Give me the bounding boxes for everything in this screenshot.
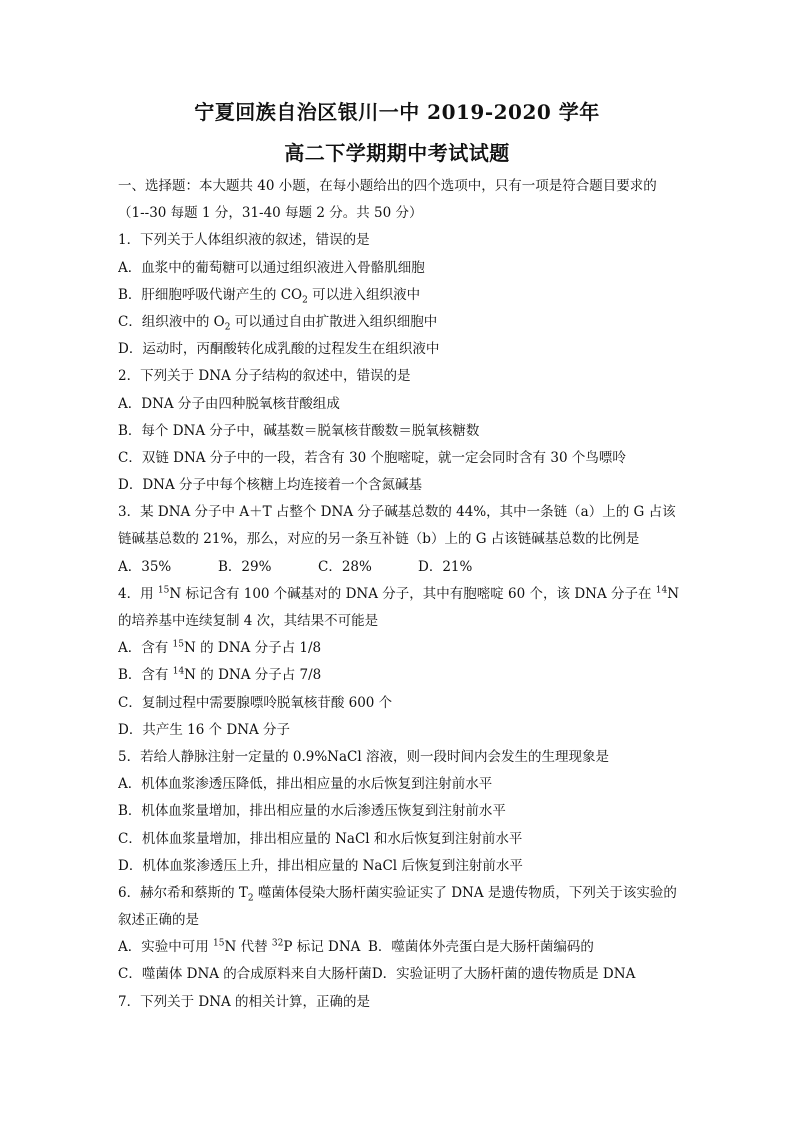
q1-option-a: A．血浆中的葡萄糖可以通过组织液进入骨骼肌细胞 [118, 259, 425, 276]
q3-stem-line1: 3．某 DNA 分子中 A＋T 占整个 DNA 分子碱基总数的 44%，其中一条链（a）上的 G 占该 [118, 504, 676, 521]
q4-stem-superscript-1: 15 [157, 585, 170, 596]
exam-subtitle: 高二下学期期中考试试题 [284, 141, 510, 165]
q6-option-c: C．噬菌体 DNA 的合成原料来自大肠杆菌 [118, 966, 372, 983]
q1-c-text-pre: C．组织液中的 O [118, 313, 225, 330]
exam-content [118, 173, 683, 1016]
q1-b-text-post: 可以进入组织液中 [307, 286, 421, 303]
q4-option-c: C．复制过程中需要腺嘌呤脱氧核苷酸 600 个 [118, 694, 393, 711]
q4-b-text-pre: B．含有 [118, 667, 173, 684]
q1-option-d: D．运动时，丙酮酸转化成乳酸的过程发生在组织液中 [118, 341, 440, 358]
q6-option-b: B．噬菌体外壳蛋白是大肠杆菌编码的 [368, 939, 594, 956]
q6-a-text-mid: N 代替 [224, 939, 272, 956]
q2-option-d: D．DNA 分子中每个核糖上均连接着一个含氮碱基 [118, 477, 422, 494]
q1-stem: 1．下列关于人体组织液的叙述，错误的是 [118, 232, 370, 249]
q1-b-subscript: 2 [302, 295, 308, 306]
q2-stem: 2．下列关于 DNA 分子结构的叙述中，错误的是 [118, 368, 411, 385]
q6-stem-line2: 叙述正确的是 [118, 912, 199, 929]
q6-a-superscript-2: 32 [271, 938, 284, 949]
q2-option-b: B．每个 DNA 分子中，碱基数＝脱氧核苷酸数＝脱氧核糖数 [118, 422, 480, 439]
q6-stem-subscript: 2 [247, 893, 254, 904]
q4-stem-text-b: N 标记含有 100 个碱基对的 DNA 分子，其中有胞嘧啶 60 个，该 DNA 分子在 [169, 585, 656, 602]
q6-a-text-post: P 标记 DNA [283, 939, 361, 956]
q4-a-superscript: 15 [172, 639, 184, 650]
q1-option-b [118, 282, 683, 309]
q3-option-b: B．29% [218, 558, 272, 575]
q4-stem-line1 [118, 581, 683, 608]
q5-option-b: B．机体血浆量增加，排出相应量的水后渗透压恢复到注射前水平 [118, 803, 506, 820]
q5-option-a: A．机体血浆渗透压降低，排出相应量的水后恢复到注射前水平 [118, 776, 493, 793]
q7-stem: 7．下列关于 DNA 的相关计算，正确的是 [118, 993, 371, 1010]
q6-option-a [118, 934, 368, 961]
q4-option-a [118, 635, 683, 662]
q6-options-ab [118, 934, 683, 961]
exam-title: 宁夏回族自治区银川一中 2019-2020 学年 [194, 100, 600, 124]
q4-a-text-pre: A．含有 [118, 640, 173, 657]
q6-a-text-pre: A．实验中可用 [118, 939, 214, 956]
q3-option-d: D．21% [418, 558, 473, 575]
q6-a-superscript-1: 15 [213, 938, 225, 949]
q1-option-c [118, 309, 683, 336]
q6-stem-text-pre: 6．赫尔希和蔡斯的 T [118, 884, 248, 901]
q2-option-c: C．双链 DNA 分子中的一段，若含有 30 个胞嘧啶，就一定会同时含有 30 个鸟嘌呤 [118, 449, 626, 466]
q3-stem-line2: 链碱基总数的 21%，那么，对应的另一条互补链（b）上的 G 占该链碱基总数的比例是 [118, 531, 640, 548]
q1-c-text-post: 可以通过自由扩散进入组织细胞中 [230, 313, 438, 330]
q2-option-a: A．DNA 分子由四种脱氧核苷酸组成 [118, 395, 340, 412]
q4-option-b [118, 662, 683, 689]
section-heading: 一、选择题：本大题共 40 小题，在每小题给出的四个选项中，只有一项是符合题目要求的 [118, 178, 657, 194]
q4-a-text-post: N 的 DNA 分子占 1/8 [184, 640, 322, 657]
q1-c-subscript: 2 [224, 322, 231, 333]
q5-option-c: C．机体血浆量增加，排出相应量的 NaCl 和水后恢复到注射前水平 [118, 830, 523, 847]
q5-option-d: D．机体血浆渗透压上升，排出相应量的 NaCl 后恢复到注射前水平 [118, 857, 523, 874]
q3-options [118, 554, 683, 581]
q3-option-a: A．35% [118, 558, 172, 575]
q6-stem-line1 [118, 880, 683, 907]
q6-stem-text-post: 噬菌体侵染大肠杆菌实验证实了 DNA 是遗传物质，下列关于该实验的 [253, 884, 677, 901]
q6-options-cd [118, 961, 683, 988]
q4-option-d: D．共产生 16 个 DNA 分子 [118, 721, 291, 738]
section-scoring: （1--30 每题 1 分，31-40 每题 2 分。共 50 分） [118, 205, 423, 222]
q4-stem-line2: 的培养基中连续复制 4 次，其结果不可能是 [118, 613, 379, 629]
q4-b-superscript: 14 [172, 666, 185, 677]
q5-stem: 5．若给人静脉注射一定量的 0.9%NaCl 溶液，则一段时间内会发生的生理现象是 [118, 748, 609, 765]
q1-b-text-pre: B．肝细胞呼吸代谢产生的 CO [118, 286, 303, 303]
q4-b-text-post: N 的 DNA 分子占 7/8 [184, 667, 322, 684]
q4-stem-text-c: N [667, 585, 680, 602]
q3-option-c: C．28% [318, 558, 372, 575]
q4-stem-text-a: 4．用 [118, 585, 158, 602]
q6-option-d: D．实验证明了大肠杆菌的遗传物质是 DNA [371, 966, 636, 983]
q4-stem-superscript-2: 14 [655, 585, 668, 596]
